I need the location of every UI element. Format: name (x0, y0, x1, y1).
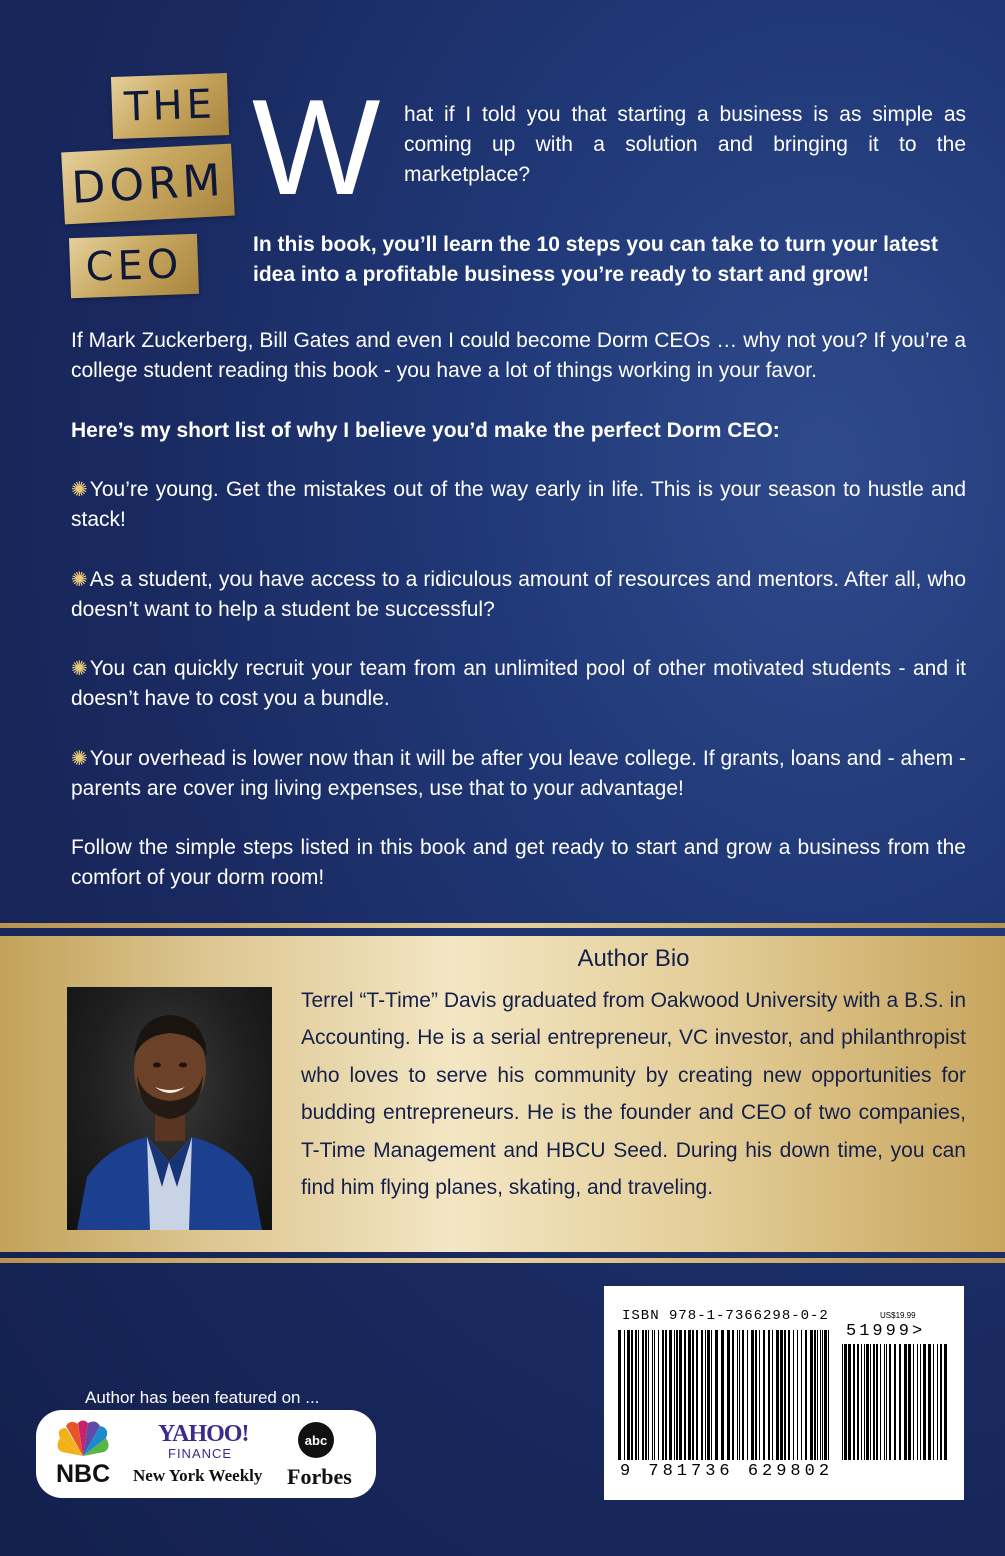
new-york-weekly-logo: New York Weekly (133, 1466, 263, 1485)
barcode-bar (917, 1344, 918, 1460)
barcode-bar (828, 1330, 829, 1460)
barcode-bar (665, 1330, 667, 1460)
isbn-barcode (618, 1330, 832, 1460)
sparkle-icon: ✺ (71, 569, 88, 591)
price-label: US$19.99 (880, 1311, 916, 1320)
barcode-bar (894, 1344, 896, 1460)
barcode-bar (913, 1344, 914, 1460)
barcode-bar (873, 1344, 875, 1460)
intro-text: hat if I told you that starting a business is as simple as coming up with a solution and bringing it to the marketplace? (404, 103, 966, 186)
forbes-logo: Forbes (287, 1464, 352, 1489)
barcode-bar (886, 1344, 887, 1460)
barcode-bar (635, 1330, 637, 1460)
sparkle-icon: ✺ (71, 479, 88, 501)
barcode-bar (642, 1330, 644, 1460)
barcode-bar (937, 1344, 938, 1460)
barcode-bar (676, 1330, 678, 1460)
author-portrait-icon (67, 987, 272, 1230)
barcode-bar (899, 1344, 901, 1460)
isbn-label: ISBN 978-1-7366298-0-2 (622, 1308, 829, 1324)
barcode-bar (658, 1330, 659, 1460)
featured-logos (36, 1410, 376, 1498)
barcode-bar (793, 1330, 794, 1460)
sparkle-icon: ✺ (71, 748, 88, 770)
closing-paragraph: Follow the simple steps listed in this book and get ready to start and grow a business from the comfort of your dorm room! (71, 836, 966, 889)
logo-dorm: DORM (61, 144, 235, 225)
barcode-bar (920, 1344, 921, 1460)
author-photo (67, 987, 272, 1230)
barcode-bar (759, 1330, 760, 1460)
lead-text: In this book, you’ll learn the 10 steps you can take to turn your latest idea into a profitable business you’re ready to start and grow! (253, 233, 938, 286)
barcode-bar (805, 1330, 807, 1460)
barcode-bar (772, 1330, 773, 1460)
sparkle-icon: ✺ (71, 658, 88, 680)
barcode-bar (662, 1330, 664, 1460)
barcode-bar (627, 1330, 630, 1460)
barcode-bar (876, 1344, 878, 1460)
barcode-bar (721, 1330, 724, 1460)
barcode-bar (652, 1330, 653, 1460)
barcode-bar (928, 1344, 931, 1460)
barcode-bar (908, 1344, 911, 1460)
bullet-4 (71, 744, 966, 804)
barcode-bar (755, 1330, 757, 1460)
barcode-bar (864, 1344, 865, 1460)
barcode-bar (768, 1330, 770, 1460)
gold-divider-top (0, 923, 1005, 928)
barcode-bar (870, 1344, 871, 1460)
barcode-bar (889, 1344, 891, 1460)
barcode-bar (707, 1330, 710, 1460)
barcode-bar (624, 1330, 625, 1460)
barcode-bar (824, 1330, 827, 1460)
bullet-2 (71, 565, 966, 625)
barcode-bar (810, 1330, 813, 1460)
barcode-bar (817, 1330, 818, 1460)
barcode-bar (669, 1330, 672, 1460)
barcode-bar (751, 1330, 754, 1460)
barcode-bar (904, 1344, 907, 1460)
barcode-bar (739, 1330, 740, 1460)
barcode-bar (820, 1330, 821, 1460)
nbc-peacock-icon (52, 1420, 114, 1460)
barcode-bar (780, 1330, 783, 1460)
barcode-bar (884, 1344, 885, 1460)
barcode-bar (842, 1344, 843, 1460)
barcode-bar (853, 1344, 855, 1460)
barcode-bar (822, 1330, 823, 1460)
bullet-2-text: As a student, you have access to a ridiculous amount of resources and mentors. After all, who doesn’t want to help a student be successful? (71, 568, 966, 621)
barcode-bar (684, 1330, 686, 1460)
barcode-bar (727, 1330, 730, 1460)
barcode-bar (747, 1330, 748, 1460)
abc-logo: abc (298, 1422, 334, 1458)
barcode-bar (654, 1330, 655, 1460)
barcode-bar (857, 1344, 859, 1460)
bullet-3 (71, 654, 966, 714)
barcode-bar (742, 1330, 744, 1460)
gold-divider-bottom (0, 1258, 1005, 1263)
price-code: 51999> (846, 1322, 926, 1341)
barcode-bar (737, 1330, 738, 1460)
yahoo-finance-label: FINANCE (168, 1446, 233, 1461)
barcode-bar (861, 1344, 862, 1460)
barcode-bar (732, 1330, 734, 1460)
barcode-bar (940, 1344, 942, 1460)
logo-the: THE (111, 73, 229, 139)
barcode-bar (763, 1330, 765, 1460)
barcode-bar (801, 1330, 802, 1460)
logo-ceo: CEO (69, 234, 199, 298)
barcode-bar (880, 1344, 881, 1460)
barcode-bar (674, 1330, 675, 1460)
barcode-bar (705, 1330, 706, 1460)
barcode-bar (715, 1330, 718, 1460)
barcode-bar (648, 1330, 649, 1460)
price-barcode (842, 1344, 950, 1460)
barcode-bar (866, 1344, 869, 1460)
barcode-bar (797, 1330, 798, 1460)
barcode-bar (923, 1344, 926, 1460)
drop-cap: W (252, 71, 381, 223)
paragraph-1: If Mark Zuckerberg, Bill Gates and even I could become Dorm CEOs … why not you? If you’re a college student reading this book - you have a lot of things working in your favor. (71, 329, 966, 382)
barcode-bar (848, 1344, 851, 1460)
bullet-3-text: You can quickly recruit your team from an unlimited pool of other motivated students - and it doesn’t have to cost you a bundle. (71, 657, 966, 710)
yahoo-logo: YAHOO! (158, 1421, 249, 1447)
barcode-bar (933, 1344, 934, 1460)
barcode-bar (618, 1330, 621, 1460)
isbn-digits: 9 781736 629802 (620, 1462, 834, 1481)
barcode-bar (688, 1330, 691, 1460)
featured-label: Author has been featured on ... (85, 1388, 320, 1407)
list-heading: Here’s my short list of why I believe you’d make the perfect Dorm CEO: (71, 419, 780, 442)
barcode-bar (711, 1330, 712, 1460)
barcode-bar (638, 1330, 639, 1460)
bio-text: Terrel “T-Time” Davis graduated from Oakwood University with a B.S. in Accounting. He is a serial entrepreneur, VC investor, and philanthropist who loves to serve his community by creating new opportunities for budding entrepreneurs. He is the founder and CEO of two companies, T-Time Management and HBCU Seed. During his down time, you can find him flying planes, skating, and traveling. (301, 989, 966, 1200)
barcode-bar (784, 1330, 786, 1460)
barcode-bar (631, 1330, 633, 1460)
barcode-bar (776, 1330, 779, 1460)
barcode-bar (701, 1330, 703, 1460)
barcode-bar (696, 1330, 698, 1460)
bullet-1 (71, 475, 966, 535)
bullet-1-text: You’re young. Get the mistakes out of the way early in life. This is your season to hustle and stack! (71, 478, 966, 531)
barcode-bar (944, 1344, 947, 1460)
barcode-bar (692, 1330, 694, 1460)
barcode-bar (844, 1344, 847, 1460)
barcode-bar (814, 1330, 816, 1460)
barcode-bar (679, 1330, 682, 1460)
barcode-box (604, 1286, 964, 1500)
bio-title: Author Bio (577, 945, 690, 972)
nbc-logo: NBC (56, 1460, 111, 1488)
bullet-4-text: Your overhead is lower now than it will be after you leave college. If grants, loans and - ahem - parents are cover ing living expenses, use that to your advantage! (71, 747, 966, 800)
barcode-bar (788, 1330, 790, 1460)
barcode-bar (645, 1330, 647, 1460)
